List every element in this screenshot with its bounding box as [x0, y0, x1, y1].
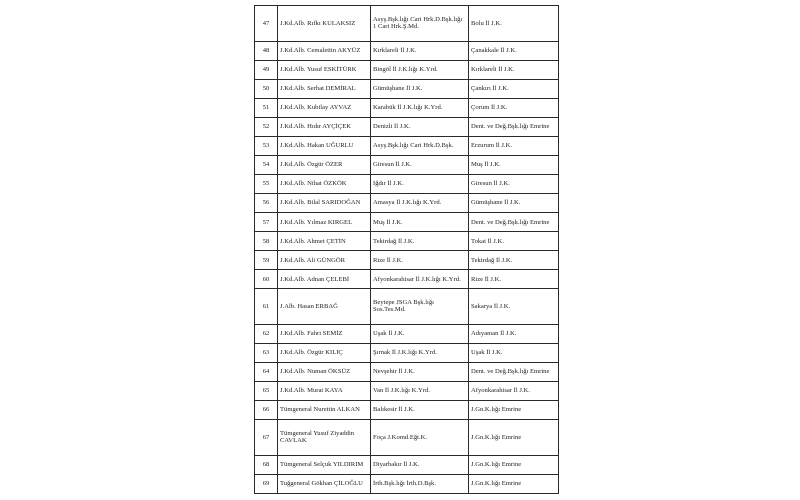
new-post: Dent. ve Değ.Bşk.lığı Emrine: [469, 212, 559, 231]
row-number: 50: [255, 79, 278, 98]
new-post: Kırklareli İl J.K.: [469, 60, 559, 79]
new-post: J.Gn.K.lığı Emrine: [469, 474, 559, 493]
current-post: Bingöl İl J.K.lığı K.Yrd.: [371, 60, 469, 79]
officer-name: Tümgeneral Selçuk YILDIRIM: [278, 455, 371, 474]
table-row: [255, 419, 559, 455]
table-row: [255, 400, 559, 419]
table-row: [255, 60, 559, 79]
officer-name: J.Kd.Alb. Murat KAYA: [278, 381, 371, 400]
table-row: [255, 212, 559, 231]
current-post: Uşak İl J.K.: [371, 324, 469, 343]
row-number: 68: [255, 455, 278, 474]
current-post: Muş İl J.K.: [371, 212, 469, 231]
new-post: J.Gn.K.lığı Emrine: [469, 400, 559, 419]
row-number: 53: [255, 136, 278, 155]
new-post: J.Gn.K.lığı Emrine: [469, 419, 559, 455]
row-number: 60: [255, 270, 278, 289]
row-number: 49: [255, 60, 278, 79]
new-post: Çorum İl J.K.: [469, 98, 559, 117]
new-post: Gümüşhane İl J.K.: [469, 193, 559, 212]
officer-name: J.Kd.Alb. Yılmaz KIRGEL: [278, 212, 371, 231]
new-post: Çankırı İl J.K.: [469, 79, 559, 98]
table-row: [255, 343, 559, 362]
new-post: Afyonkarahisar İl J.K.: [469, 381, 559, 400]
row-number: 59: [255, 251, 278, 270]
current-post: Kırklareli İl J.K.: [371, 41, 469, 60]
new-post: Giresun İl J.K.: [469, 174, 559, 193]
current-post: Beytepe JSGA Bşk.lığı Sos.Tes.Md.: [371, 289, 469, 325]
officer-name: J.Kd.Alb. Kubilay AYVAZ: [278, 98, 371, 117]
officer-name: J.Kd.Alb. Hıdır AYÇİÇEK: [278, 117, 371, 136]
table-row: [255, 174, 559, 193]
officer-name: J.Kd.Alb. Ahmet ÇETİN: [278, 232, 371, 251]
new-post: Dent. ve Değ.Bşk.lığı Emrine: [469, 362, 559, 381]
new-post: Erzurum İl J.K.: [469, 136, 559, 155]
officer-name: J.Kd.Alb. Yusuf ESKİTÜRK: [278, 60, 371, 79]
officer-name: J.Kd.Alb. Bilal SARIDOĞAN: [278, 193, 371, 212]
current-post: Balıkesir İl J.K.: [371, 400, 469, 419]
new-post: Dent. ve Değ.Bşk.lığı Emrine: [469, 117, 559, 136]
current-post: Şırnak İl J.K.lığı K.Yrd.: [371, 343, 469, 362]
new-post: Tokat İl J.K.: [469, 232, 559, 251]
current-post: Van İl J.K.lığı K.Yrd.: [371, 381, 469, 400]
table-row: [255, 155, 559, 174]
current-post: Asyş.Bşk.lığı Cari Hrk.D.Bşk.lığı 1 Cari Hrk.Ş.Md.: [371, 6, 469, 42]
current-post: Denizli İl J.K.: [371, 117, 469, 136]
current-post: Gümüşhane İl J.K.: [371, 79, 469, 98]
table-row: [255, 251, 559, 270]
table-row: [255, 41, 559, 60]
new-post: Çanakkale İl J.K.: [469, 41, 559, 60]
current-post: Amasya İl J.K.lığı K.Yrd.: [371, 193, 469, 212]
current-post: İrth.Bşk.lığı İrth.D.Bşk.: [371, 474, 469, 493]
row-number: 55: [255, 174, 278, 193]
officer-name: J.Kd.Alb. Serhat DEMİRAL: [278, 79, 371, 98]
row-number: 65: [255, 381, 278, 400]
table-row: [255, 381, 559, 400]
current-post: Karabük İl J.K.lığı K.Yrd.: [371, 98, 469, 117]
current-post: Diyarbakır İl J.K.: [371, 455, 469, 474]
officer-name: J.Kd.Alb. Ali GÜNGÖR: [278, 251, 371, 270]
current-post: Rize İl J.K.: [371, 251, 469, 270]
row-number: 67: [255, 419, 278, 455]
table-row: [255, 79, 559, 98]
row-number: 63: [255, 343, 278, 362]
officer-name: Tümgeneral Nurettin ALKAN: [278, 400, 371, 419]
table-row: [255, 474, 559, 493]
new-post: Adıyaman İl J.K.: [469, 324, 559, 343]
row-number: 54: [255, 155, 278, 174]
row-number: 57: [255, 212, 278, 231]
new-post: Rize İl J.K.: [469, 270, 559, 289]
table-row: [255, 362, 559, 381]
row-number: 56: [255, 193, 278, 212]
new-post: Sakarya İl J.K.: [469, 289, 559, 325]
officer-name: J.Kd.Alb. Adnan ÇELEBİ: [278, 270, 371, 289]
table-row: [255, 455, 559, 474]
row-number: 64: [255, 362, 278, 381]
officer-name: J.Alb. Hasan ERBAĞ: [278, 289, 371, 325]
officer-name: Tuğgeneral Gökhan ÇİLOĞLU: [278, 474, 371, 493]
current-post: Asyş.Bşk.lığı Cari Hrk.D.Bşk.: [371, 136, 469, 155]
table-row: [255, 136, 559, 155]
officer-name: J.Kd.Alb. Fahri SEMİZ: [278, 324, 371, 343]
current-post: Iğdır İl J.K.: [371, 174, 469, 193]
officer-name: Tümgeneral Yusuf Ziyaddin CAVLAK: [278, 419, 371, 455]
table-row: [255, 270, 559, 289]
new-post: Tekirdağ İl J.K.: [469, 251, 559, 270]
table-row: [255, 324, 559, 343]
officer-name: J.Kd.Alb. Cemalettin AKYÜZ: [278, 41, 371, 60]
row-number: 58: [255, 232, 278, 251]
officer-name: J.Kd.Alb. Hakan UĞURLU: [278, 136, 371, 155]
current-post: Tekirdağ İl J.K.: [371, 232, 469, 251]
current-post: Foça J.Komd.Eğt.K.: [371, 419, 469, 455]
officer-name: J.Kd.Alb. Nihat ÖZKÖK: [278, 174, 371, 193]
row-number: 52: [255, 117, 278, 136]
row-number: 66: [255, 400, 278, 419]
officer-name: J.Kd.Alb. Özgür KILIÇ: [278, 343, 371, 362]
table-row: [255, 98, 559, 117]
new-post: Uşak İl J.K.: [469, 343, 559, 362]
row-number: 48: [255, 41, 278, 60]
table-row: [255, 289, 559, 325]
officer-name: J.Kd.Alb. Özgür ÖZER: [278, 155, 371, 174]
table-row: [255, 193, 559, 212]
new-post: Muş İl J.K.: [469, 155, 559, 174]
row-number: 51: [255, 98, 278, 117]
current-post: Nevşehir İl J.K.: [371, 362, 469, 381]
table-row: [255, 232, 559, 251]
officer-name: J.Kd.Alb. Rıfkı KULAKSIZ: [278, 6, 371, 42]
new-post: Bolu İl J.K.: [469, 6, 559, 42]
row-number: 62: [255, 324, 278, 343]
new-post: J.Gn.K.lığı Emrine: [469, 455, 559, 474]
officer-name: J.Kd.Alb. Numan ÖKSÜZ: [278, 362, 371, 381]
current-post: Giresun İl J.K.: [371, 155, 469, 174]
assignment-table: [254, 5, 559, 494]
table-row: [255, 117, 559, 136]
row-number: 69: [255, 474, 278, 493]
current-post: Afyonkarahisar İl J.K.lığı K.Yrd.: [371, 270, 469, 289]
row-number: 61: [255, 289, 278, 325]
row-number: 47: [255, 6, 278, 42]
table-row: [255, 6, 559, 42]
